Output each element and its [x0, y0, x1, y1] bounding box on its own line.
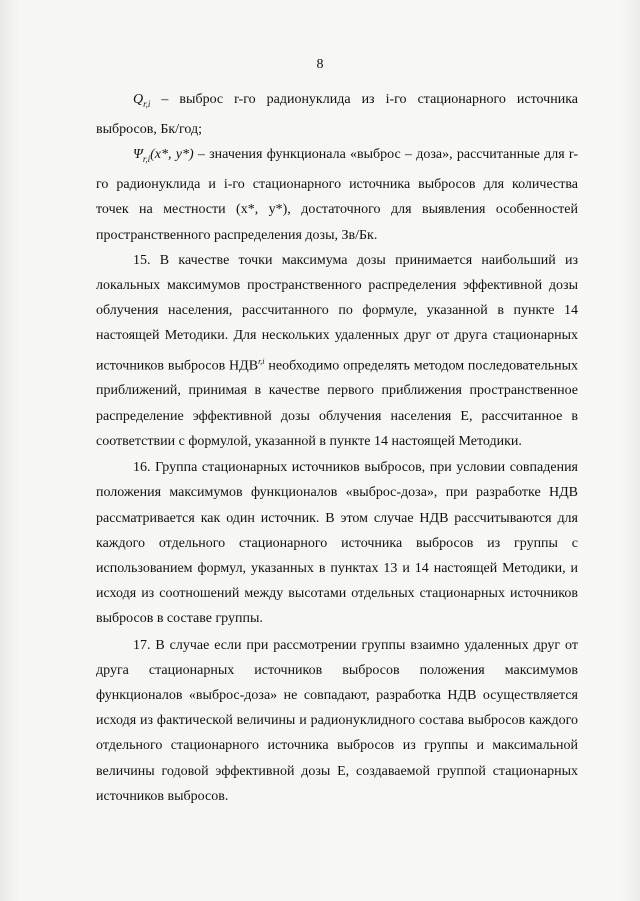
definition-q-text: – выброс r-го радионуклида из i-го стационарного источника выбросов, Бк/год; [96, 92, 578, 137]
definition-psi [96, 142, 578, 248]
symbol-q: $Q_{r,i}$ [133, 92, 151, 109]
paragraph-16: 16. Группа стационарных источников выбросов, при условии совпадения положения максимумов функционалов «выброс-доза», при разработке НДВ рассматривается как один источник. В этом случае НДВ рассчитываются для каждого отдельного стационарного источника выбросов из группы с использованием формул, указанных в пунктах 13 и 14 настоящей Методики, и исходя из соотношений между высотами отдельных стационарных источников выбросов в составе группы. [96, 460, 578, 627]
symbol-psi: $\Psi_{r,i}(x*$, y*) [133, 147, 194, 164]
page-number: 8 [316, 57, 324, 72]
ndv-superscript: r,i [258, 356, 265, 366]
definition-psi-text: – значения функционала «выброс – доза», рассчитанные для r-го радионуклида и i-го стационарного источника выбросов для количества точек на местности (x*, y*), достаточного для выявления особенностей пространственного распределения дозы, Зв/Бк. [96, 147, 578, 243]
paragraph-17: 17. В случае если при рассмотрении группы взаимно удаленных друг от друга стационарных источников выбросов положения максимумов функционалов «выброс-доза» не совпадают, разработка НДВ осуществляется исходя из фактической величины и радионуклидного состава выбросов каждого отдельного стационарного источника выбросов из группы и максимальной величины годовой эффективной дозы E, создаваемой группой стационарных источников выбросов. [96, 637, 578, 804]
paragraph-15: 15. В качестве точки максимума дозы принимается наибольший из локальных максимумов пространственного распределения эффективной дозы облучения населения, рассчитанного по формуле, указанной в пункте 14 настоящей Методики. Для нескольких удаленных друг от друга стационарных источников выбросов НДВ$^{r,i}$ необходимо определять методом последовательных приближений, принимая в качестве первого приближения пространственное распределение эффективной дозы облучения населения E, рассчитанное в соответствии с формулой, указанной в пункте 14 настоящей Методики. [96, 252, 578, 449]
definition-q [96, 87, 578, 142]
document-body [96, 87, 578, 810]
